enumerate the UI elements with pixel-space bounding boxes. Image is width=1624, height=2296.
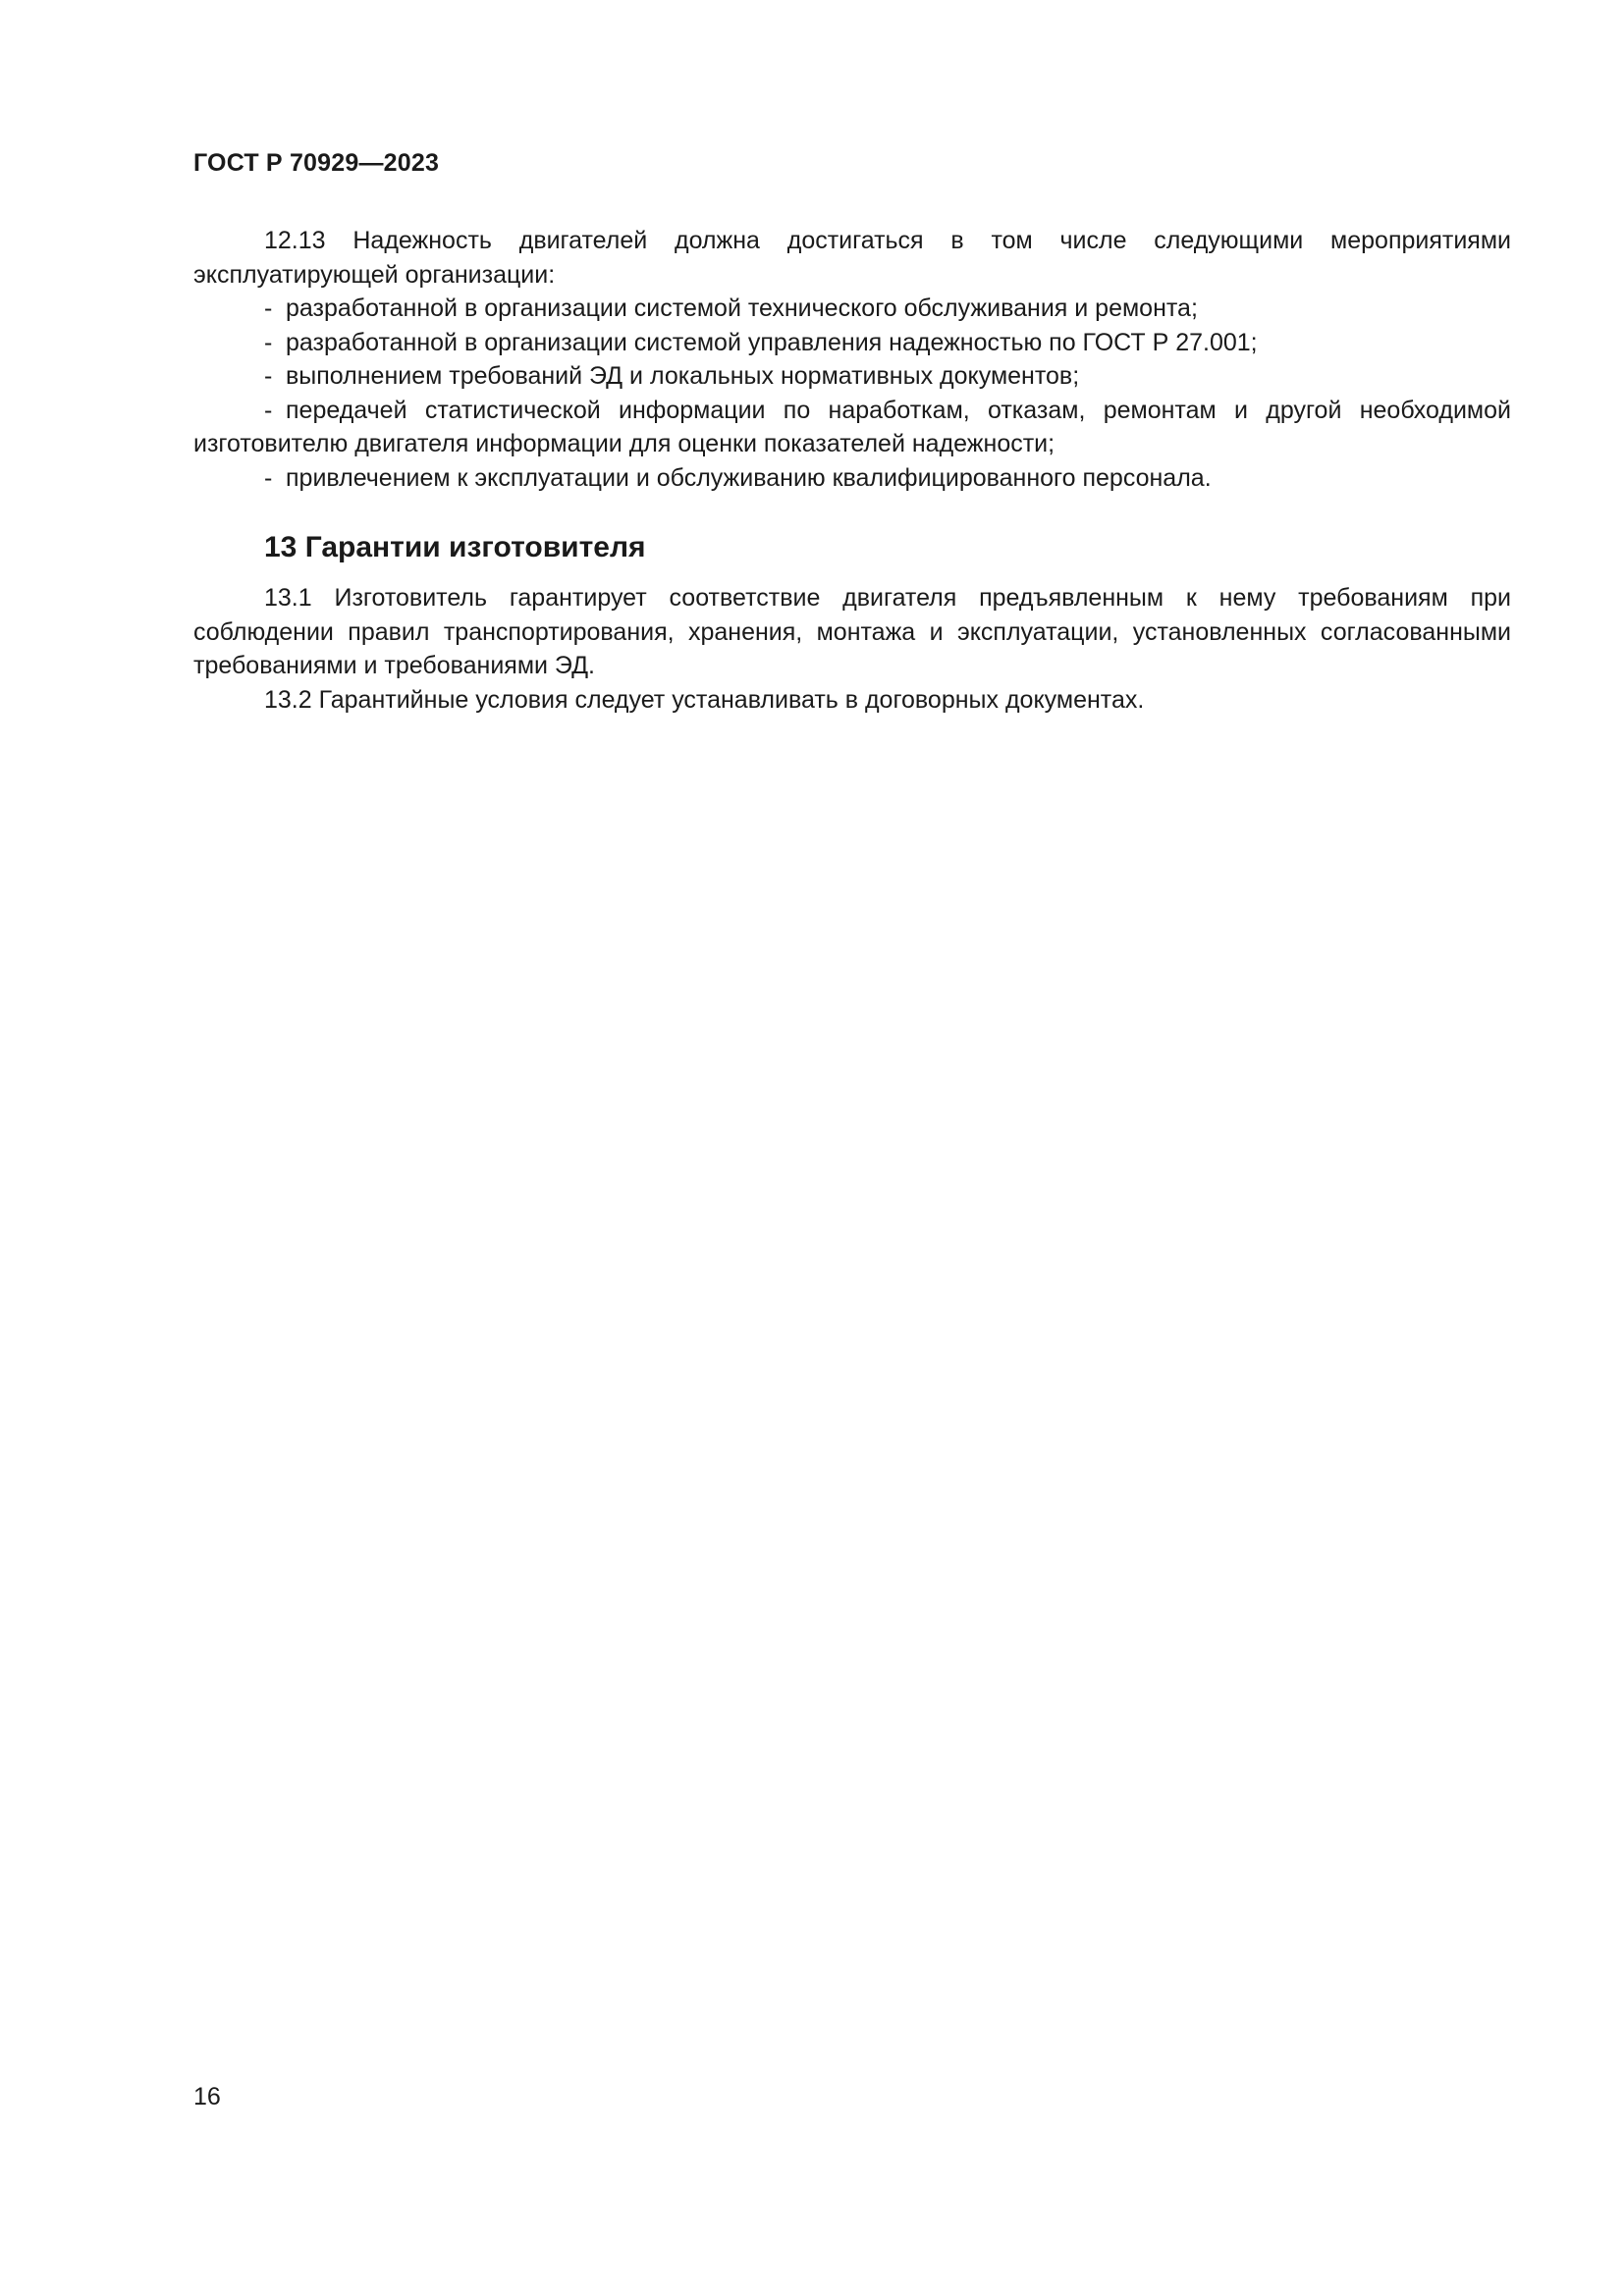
list-item bbox=[193, 292, 1511, 326]
list-item-text: разработанной в организации системой управления надежностью по ГОСТ Р 27.001; bbox=[286, 328, 1258, 356]
list-item bbox=[193, 461, 1511, 496]
dash-marker: - bbox=[264, 294, 273, 322]
paragraph-13-2: 13.2 Гарантийные условия следует устанавливать в договорных документах. bbox=[264, 685, 1145, 714]
list-item-text: передачей статистической информации по наработкам, отказам, ремонтам и другой необходимой изготовителю двигателя информации для оценки показателей надежности; bbox=[193, 396, 1511, 457]
document-body bbox=[193, 224, 1511, 717]
document-code-header: ГОСТ Р 70929—2023 bbox=[193, 149, 440, 177]
dash-marker: - bbox=[264, 328, 273, 356]
reliability-measures-list bbox=[193, 292, 1511, 495]
paragraph-12-13: 12.13 Надежность двигателей должна достигаться в том числе следующими мероприятиями эксплуатирующей организации: bbox=[193, 227, 1511, 289]
list-item bbox=[193, 394, 1511, 461]
list-item-text: выполнением требований ЭД и локальных нормативных документов; bbox=[286, 362, 1080, 390]
dash-marker: - bbox=[264, 463, 273, 492]
section-13-heading: 13 Гарантии изготовителя bbox=[264, 531, 646, 563]
list-item-text: разработанной в организации системой технического обслуживания и ремонта; bbox=[286, 294, 1198, 322]
dash-marker: - bbox=[264, 362, 273, 390]
paragraph-13-1: 13.1 Изготовитель гарантирует соответствие двигателя предъявленным к нему требованиям при соблюдении правил транспортирования, хранения, монтажа и эксплуатации, установленных согласованными требованиями и требованиями ЭД. bbox=[193, 584, 1511, 679]
list-item-text: привлечением к эксплуатации и обслуживанию квалифицированного персонала. bbox=[286, 463, 1212, 492]
dash-marker: - bbox=[264, 396, 273, 424]
list-item bbox=[193, 326, 1511, 360]
page-number: 16 bbox=[193, 2083, 221, 2110]
list-item bbox=[193, 359, 1511, 394]
